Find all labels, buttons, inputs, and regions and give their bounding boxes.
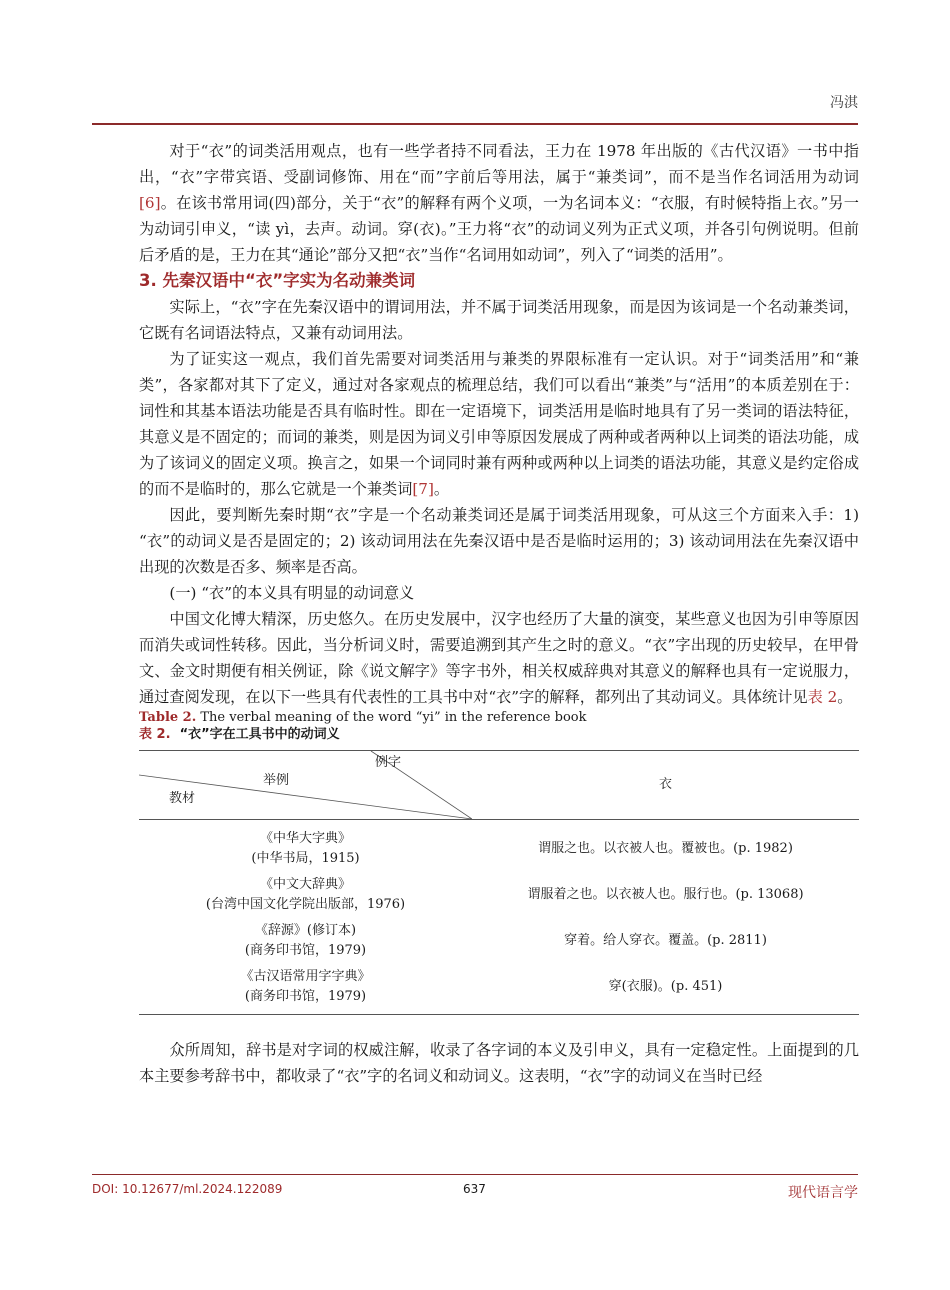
paragraph-3-text-cont: 。 — [433, 480, 450, 498]
row-meaning-cell: 穿着。给人穿衣。覆盖。(p. 2811) — [564, 933, 767, 948]
table-caption-zh — [139, 726, 859, 743]
table-caption-en — [139, 710, 859, 726]
paragraph-5-text-cont: 。 — [837, 688, 853, 706]
paragraph-1-text: 对于“衣”的词类活用观点，也有一些学者持不同看法，王力在 1978 年出版的《古代汉语》一书中指出，“衣”字带宾语、受副词修饰、用在“而”字前后等用法，属于“兼类词”，而不是当作名词活用为动词 — [139, 142, 859, 186]
diag-label-example: 举例 — [263, 773, 290, 788]
table-caption-en-label: Table 2. — [139, 710, 197, 725]
article-body — [139, 138, 859, 1089]
book-publisher: (台湾中国文化学院出版部，1976) — [205, 897, 406, 912]
paragraph-3 — [139, 346, 859, 502]
paragraph-2: 实际上，“衣”字在先秦汉语中的谓词用法，并不属于词类活用现象，而是因为该词是一个名动兼类词，它既有名词语法特点，又兼有动词用法。 — [139, 298, 859, 342]
citation-7[interactable]: [7] — [412, 480, 434, 498]
diagonal-header-cell — [139, 751, 472, 820]
paragraph-1 — [139, 138, 859, 268]
paragraph-5 — [139, 606, 859, 710]
paragraph-1-text-cont: 。在该书常用词(四)部分，关于“衣”的解释有两个义项，一为名词本义：“衣服，有时候特指上衣。”另一为动词引申义，“读 yì，去声。动词。穿(衣)。”王力将“衣”的动词义列为正式义项，并各引句例说明。但前后矛盾的是，王力在其“通论”部分又把“衣”当作“名词用如动词”，列入了“词类的活用”。 — [139, 194, 859, 264]
diag-label-example-char: 例字 — [375, 755, 402, 770]
footer-rule — [92, 1174, 858, 1175]
paragraph-6: 众所周知，辞书是对字词的权威注解，收录了各字词的本义及引申义，具有一定稳定性。上面提到的几本主要参考辞书中，都收录了“衣”字的名词义和动词义。这表明，“衣”字的动词义在当时已经 — [139, 1041, 859, 1085]
row-book-cell — [139, 872, 472, 918]
header-author: 冯淇 — [830, 95, 858, 111]
book-title: 《辞源》(修订本) — [254, 923, 357, 938]
footer-doi[interactable]: DOI: 10.12677/ml.2024.122089 — [92, 1182, 283, 1196]
sub-heading: (一) “衣”的本义具有明显的动词意义 — [169, 584, 415, 602]
row-meaning-cell: 穿(衣服)。(p. 451) — [472, 964, 859, 1015]
table-caption-zh-label: 表 2. — [139, 727, 171, 742]
table-header-row — [139, 751, 859, 820]
book-title: 《古汉语常用字字典》 — [240, 969, 371, 984]
citation-6[interactable]: [6] — [139, 194, 161, 212]
table-row — [139, 872, 859, 918]
header-rule — [92, 123, 858, 125]
book-publisher: (商务印书馆，1979) — [244, 989, 367, 1004]
row-meaning-cell: 谓服之也。以衣被人也。覆被也。(p. 1982) — [538, 841, 793, 856]
table-caption-en-text: The verbal meaning of the word “yi” in the reference book — [196, 710, 587, 725]
journal-name: 现代语言学 — [788, 1185, 858, 1201]
paragraph-5-text: 中国文化博大精深，历史悠久。在历史发展中，汉字也经历了大量的演变，某些意义也因为引申等原因而消失或词性转移。因此，当分析词义时，需要追溯到其产生之时的意义。“衣”字出现的历史较早，在甲骨文、金文时期便有相关例证，除《说文解字》等字书外，相关权威辞典对其意义的解释也具有一定说服力，通过查阅发现，在以下一些具有代表性的工具书中对“衣”字的解释，都列出了其动词义。具体统计见 — [139, 610, 859, 706]
book-publisher: (中华书局，1915) — [251, 851, 360, 866]
table-caption-zh-text: “衣”字在工具书中的动词义 — [179, 727, 340, 742]
table-row — [139, 964, 859, 1015]
book-title: 《中文大辞典》 — [259, 877, 351, 892]
diag-label-textbook: 教材 — [169, 791, 196, 806]
row-book-cell — [139, 964, 472, 1015]
section-heading: 3. 先秦汉语中“衣”字实为名动兼类词 — [139, 271, 416, 290]
paragraph-4: 因此，要判断先秦时期“衣”字是一个名动兼类词还是属于词类活用现象，可从这三个方面来入手：1) “衣”的动词义是否是固定的；2) 该动词用法在先秦汉语中是否是临时运用的；3) 该动词用法在先秦汉语中出现的次数是否多、频率是否高。 — [139, 506, 859, 576]
row-book-cell — [139, 820, 472, 873]
page-number: 637 — [463, 1182, 486, 1196]
column-header-yi: 衣 — [472, 751, 859, 820]
book-publisher: (商务印书馆，1979) — [244, 943, 367, 958]
row-book-cell — [139, 918, 472, 964]
row-meaning-cell: 谓服着之也。以衣被人也。服行也。(p. 13068) — [527, 887, 804, 902]
book-title: 《中华大字典》 — [259, 831, 351, 846]
paragraph-3-text: 为了证实这一观点，我们首先需要对词类活用与兼类的界限标准有一定认识。对于“词类活用”和“兼类”，各家都对其下了定义，通过对各家观点的梳理总结，我们可以看出“兼类”与“活用”的本质差别在于：词性和其基本语法功能是否具有临时性。即在一定语境下，词类活用是临时地具有了另一类词的语法特征，其意义是不固定的；而词的兼类，则是因为词义引申等原因发展成了两种或者两种以上词类的语法功能，成为了该词义的固定义项。换言之，如果一个词同时兼有两种或两种以上词类的语法功能，其意义是约定俗成的而不是临时的，那么它就是一个兼类词 — [139, 350, 859, 498]
table-2-link[interactable]: 表 2 — [807, 688, 838, 706]
table-row — [139, 820, 859, 873]
table-row — [139, 918, 859, 964]
table-2 — [139, 750, 859, 1015]
